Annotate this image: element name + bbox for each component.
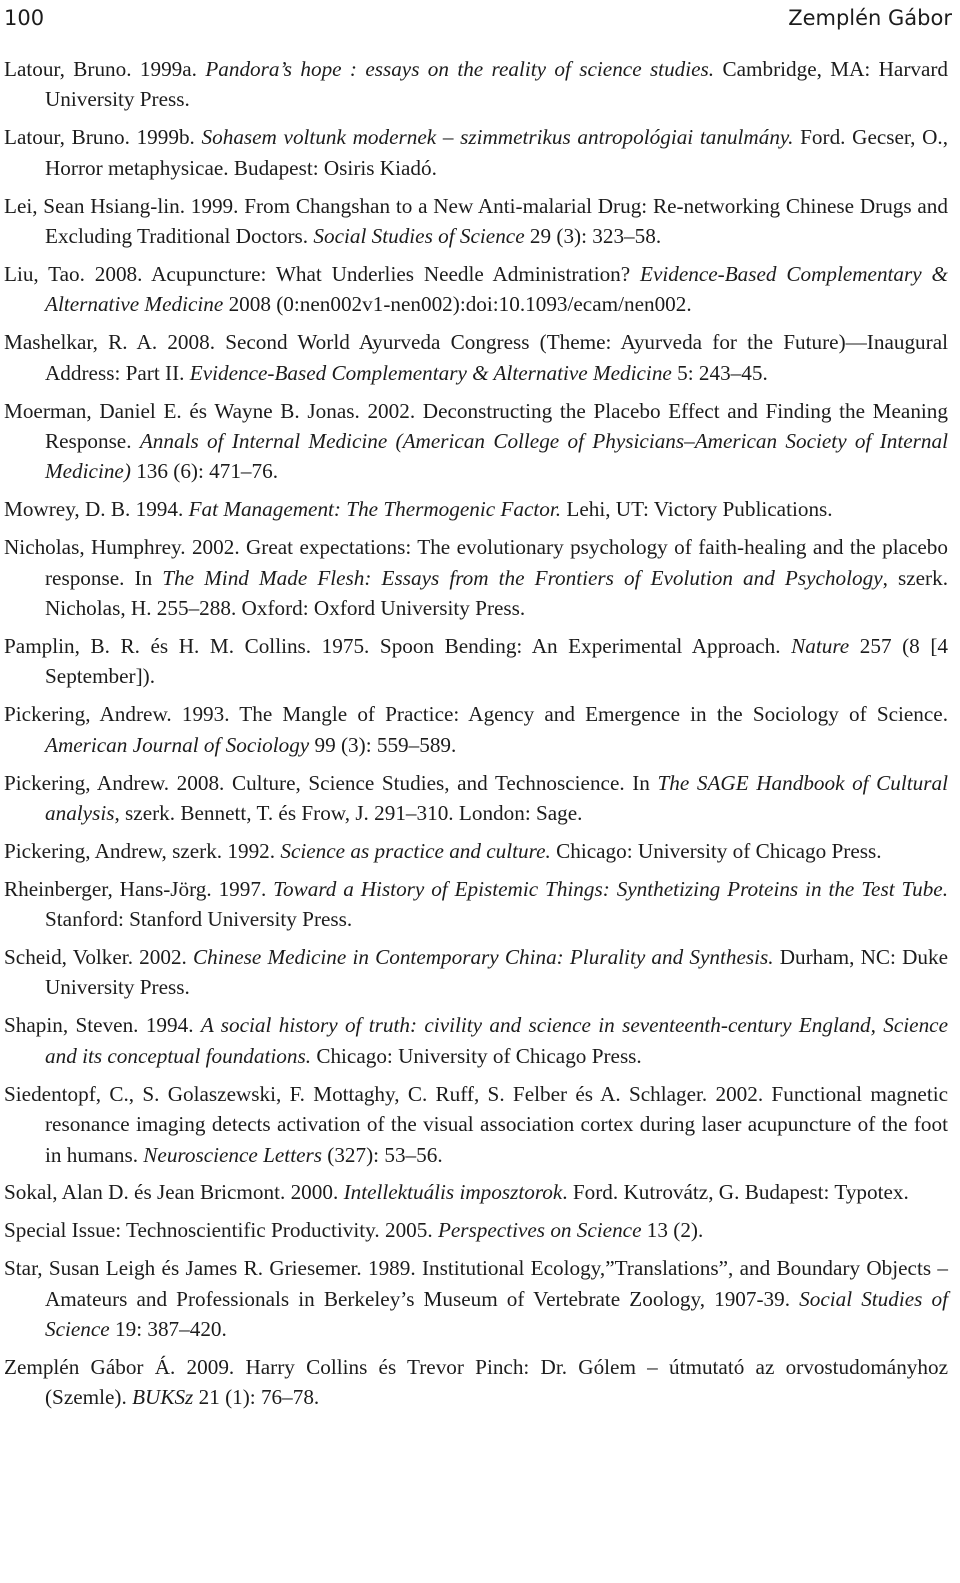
- reference-text: . Ford. Kutrovátz, G. Budapest: Typotex.: [562, 1180, 909, 1205]
- running-head-author: Zemplén Gábor: [788, 6, 952, 30]
- reference-text: Pickering, Andrew. 2008. Culture, Science Studies, and Technoscience. In: [4, 770, 658, 795]
- reference-title-italic: Social Studies of Science: [313, 224, 525, 249]
- reference-text: Chicago: University of Chicago Press.: [550, 838, 882, 863]
- reference-title-italic: The SAGE Handbook of Cultural analysis: [45, 770, 948, 825]
- reference-text: Scheid, Volker. 2002.: [4, 945, 194, 970]
- reference-text: Nicholas, Humphrey. 2002. Great expectations: The evolutionary psychology of faith-healing and the placebo response. In: [4, 535, 948, 590]
- reference-entry: [4, 699, 948, 760]
- reference-text: , szerk. Nicholas, H. 255–288. Oxford: Oxford University Press.: [45, 565, 949, 620]
- reference-text: 29 (3): 323–58.: [524, 224, 662, 249]
- reference-title-italic: Social Studies of Science: [45, 1286, 948, 1342]
- reference-entry: [4, 494, 948, 524]
- reference-text: Ford. Gecser, O., Horror metaphysicae. Budapest: Osiris Kiadó.: [45, 125, 948, 180]
- reference-text: Rheinberger, Hans-Jörg. 1997.: [4, 876, 274, 901]
- reference-title-italic: The Mind Made Flesh: Essays from the Frontiers of Evolution and Psychology: [162, 565, 883, 590]
- reference-text: Special Issue: Technoscientific Productivity. 2005.: [4, 1218, 438, 1243]
- reference-text: 19: 387–420.: [109, 1317, 227, 1342]
- reference-list: [4, 54, 948, 1420]
- reference-text: Pickering, Andrew. 1993. The Mangle of Practice: Agency and Emergence in the Sociology of Science.: [4, 702, 948, 727]
- reference-title-italic: American Journal of Sociology: [45, 732, 310, 757]
- reference-text: Shapin, Steven. 1994.: [4, 1013, 201, 1038]
- reference-entry: [4, 191, 948, 252]
- reference-text: Liu, Tao. 2008. Acupuncture: What Underlies Needle Administration?: [4, 261, 641, 286]
- reference-title-italic: Science as practice and culture.: [280, 838, 551, 863]
- reference-entry: [4, 874, 948, 935]
- reference-text: Durham, NC: Duke University Press.: [45, 945, 949, 1000]
- reference-entry: [4, 1215, 948, 1245]
- reference-title-italic: Toward a History of Epistemic Things: Synthetizing Proteins in the Test Tube.: [273, 876, 948, 901]
- reference-text: Sokal, Alan D. és Jean Bricmont. 2000.: [4, 1180, 344, 1205]
- reference-text: Mashelkar, R. A. 2008. Second World Ayurveda Congress (Theme: Ayurveda for the Future)—Inaugural Address: Part II.: [4, 330, 948, 385]
- reference-text: , szerk. Bennett, T. és Frow, J. 291–310. London: Sage.: [114, 800, 583, 825]
- reference-entry: [4, 122, 948, 183]
- reference-title-italic: BUKSz: [132, 1385, 194, 1410]
- reference-text: Pamplin, B. R. és H. M. Collins. 1975. Spoon Bending: An Experimental Approach.: [4, 633, 792, 658]
- reference-entry: [4, 532, 948, 623]
- reference-text: Chicago: University of Chicago Press.: [311, 1043, 642, 1068]
- reference-text: 13 (2).: [641, 1218, 704, 1243]
- reference-text: 136 (6): 471–76.: [130, 459, 279, 484]
- reference-entry: [4, 836, 948, 866]
- reference-text: Lei, Sean Hsiang-lin. 1999. From Changshan to a New Anti-malarial Drug: Re-networking Chinese Drugs and Excluding Traditional Doctors.: [4, 193, 948, 249]
- reference-title-italic: Chinese Medicine in Contemporary China: Plurality and Synthesis.: [193, 945, 774, 970]
- reference-text: 2008 (0:nen002v1-nen002):doi:10.1093/ecam/nen002.: [223, 292, 692, 317]
- reference-text: Zemplén Gábor Á. 2009. Harry Collins és Trevor Pinch: Dr. Gólem – útmutató az orvostudományhoz (Szemle).: [4, 1354, 948, 1410]
- reference-entry: [4, 396, 948, 487]
- reference-text: Mowrey, D. B. 1994.: [4, 497, 189, 522]
- reference-text: 257 (8 [4 September]).: [45, 633, 948, 689]
- reference-entry: [4, 631, 948, 692]
- reference-title-italic: Perspectives on Science: [437, 1218, 642, 1243]
- reference-entry: [4, 54, 948, 115]
- reference-title-italic: Annals of Internal Medicine (American College of Physicians–American Society of Internal Medicine): [45, 428, 948, 484]
- reference-title-italic: A social history of truth: civility and science in seventeenth-century England, Science and its conceptual foundations.: [45, 1013, 948, 1068]
- reference-text: 5: 243–45.: [671, 360, 768, 385]
- reference-text: Siedentopf, C., S. Golaszewski, F. Mottaghy, C. Ruff, S. Felber és A. Schlager. 2002. Functional magnetic resonance imaging detects activation of the visual association cortex during laser acupuncture of the foot in humans.: [4, 1081, 948, 1167]
- reference-entry: [4, 259, 948, 320]
- reference-entry: [4, 768, 948, 829]
- reference-entry: [4, 1253, 948, 1344]
- reference-title-italic: Evidence-Based Complementary & Alternative Medicine: [45, 261, 948, 317]
- reference-title-italic: Nature: [791, 633, 850, 658]
- reference-title-italic: Neuroscience Letters: [143, 1142, 322, 1167]
- reference-entry: [4, 327, 948, 388]
- reference-text: (327): 53–56.: [321, 1142, 443, 1167]
- reference-text: Latour, Bruno. 1999b.: [4, 125, 202, 150]
- reference-title-italic: Pandora’s hope : essays on the reality of science studies.: [205, 57, 715, 81]
- reference-entry: [4, 942, 948, 1003]
- reference-title-italic: Intellektuális imposztorok: [343, 1180, 563, 1205]
- reference-text: 21 (1): 76–78.: [193, 1385, 320, 1410]
- page-header: [4, 3, 952, 33]
- reference-title-italic: Fat Management: The Thermogenic Factor.: [188, 497, 562, 522]
- reference-entry: [4, 1177, 948, 1207]
- reference-text: Moerman, Daniel E. és Wayne B. Jonas. 2002. Deconstructing the Placebo Effect and Finding the Meaning Response.: [4, 398, 948, 453]
- reference-text: Pickering, Andrew, szerk. 1992.: [4, 838, 281, 863]
- reference-title-italic: Evidence-Based Complementary & Alternative Medicine: [189, 360, 672, 385]
- reference-entry: [4, 1352, 948, 1413]
- page-number: 100: [4, 6, 45, 30]
- reference-entry: [4, 1079, 948, 1170]
- reference-text: Stanford: Stanford University Press.: [45, 907, 353, 932]
- reference-text: Latour, Bruno. 1999a.: [4, 57, 206, 81]
- reference-text: Star, Susan Leigh és James R. Griesemer. 1989. Institutional Ecology,”Translations”, and Boundary Objects – Amateurs and Professionals in Berkeley’s Museum of Vertebrate Zoology, 1907-39.: [4, 1256, 948, 1311]
- reference-title-italic: Sohasem voltunk modernek – szimmetrikus antropológiai tanulmány.: [201, 125, 794, 150]
- reference-entry: [4, 1010, 948, 1071]
- reference-text: Cambridge, MA: Harvard University Press.: [45, 57, 949, 112]
- reference-text: Lehi, UT: Victory Publications.: [561, 497, 833, 522]
- reference-text: 99 (3): 559–589.: [309, 732, 457, 757]
